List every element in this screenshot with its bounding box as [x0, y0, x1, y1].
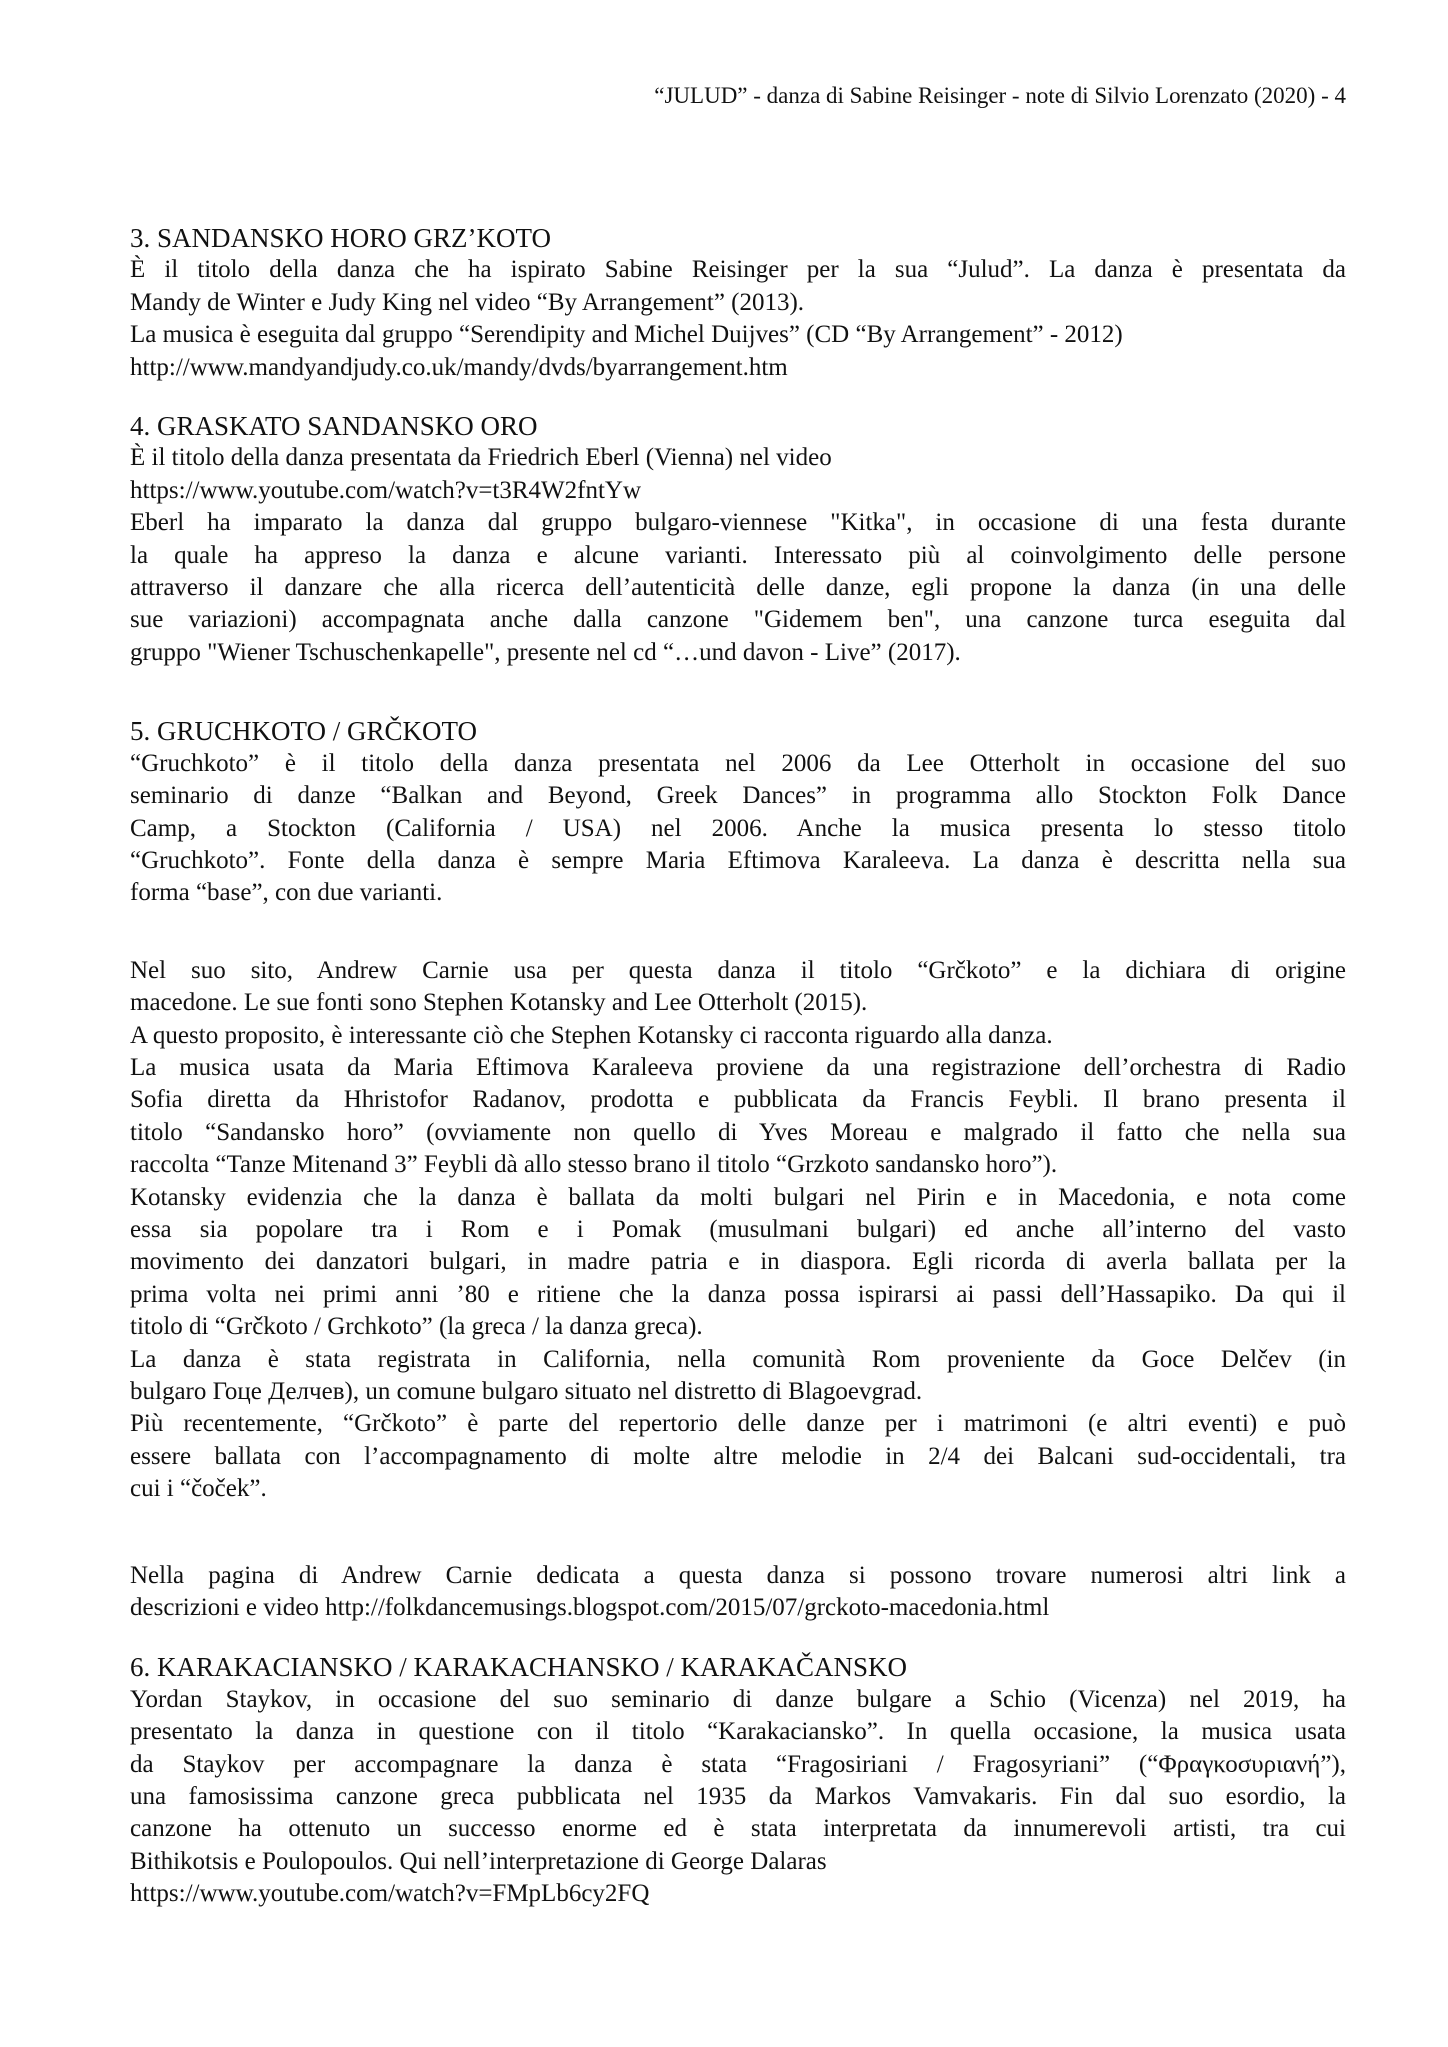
- text-line: attraverso il danzare che alla ricerca dell’autenticità delle danze, egli propone la danza (in una delle: [130, 574, 1346, 602]
- page-content: [130, 222, 1346, 1911]
- text-line: titolo di “Grčkoto / Grchkoto” (la greca / la danza greca).: [130, 1313, 703, 1341]
- text-line: cui i “čoček”.: [130, 1475, 267, 1503]
- text-line: forma “base”, con due varianti.: [130, 879, 443, 907]
- text-line: Eberl ha imparato la danza dal gruppo bulgaro-viennese "Kitka", in occasione di una festa durante: [130, 509, 1346, 537]
- text-line: Yordan Staykov, in occasione del suo seminario di danze bulgare a Schio (Vicenza) nel 2019, ha: [130, 1685, 1346, 1713]
- paragraph-gap: [130, 384, 1346, 410]
- section-heading: 4. GRASKATO SANDANSKO ORO: [130, 411, 538, 442]
- section-heading: 6. KARAKACIANSKO / KARAKACHANSKO / KARAKAČANSKO: [130, 1652, 908, 1683]
- url-line: https://www.youtube.com/watch?v=FMpLb6cy2FQ: [130, 1880, 650, 1908]
- text-line: La danza è stata registrata in California, nella comunità Rom proveniente da Goce Delčev (in: [130, 1345, 1346, 1373]
- paragraph-gap: [130, 1506, 1346, 1560]
- text-line: Camp, a Stockton (California / USA) nel 2006. Anche la musica presenta lo stesso titolo: [130, 814, 1346, 842]
- text-line: Più recentemente, “Grčkoto” è parte del repertorio delle danze per i matrimoni (e altri eventi) e può: [130, 1410, 1346, 1438]
- text-line: canzone ha ottenuto un successo enorme ed è stata interpretata da innumerevoli artisti, tra cui: [130, 1815, 1346, 1843]
- text-line: Sofia diretta da Hhristofor Radanov, prodotta e pubblicata da Francis Feybli. Il brano presenta il: [130, 1086, 1346, 1114]
- section-heading: 5. GRUCHKOTO / GRČKOTO: [130, 716, 478, 747]
- text-line: descrizioni e video http://folkdancemusings.blogspot.com/2015/07/grckoto-macedonia.html: [130, 1594, 1050, 1622]
- section-heading: 3. SANDANSKO HORO GRZ’KOTO: [130, 223, 552, 253]
- text-line: da Staykov per accompagnare la danza è stata “Fragosiriani / Fragosyriani” (“Φραγκοσυριανή”),: [130, 1750, 1346, 1778]
- text-line: presentato la danza in questione con il titolo “Karakaciansko”. In quella occasione, la musica usata: [130, 1718, 1346, 1746]
- text-line: la quale ha appreso la danza e alcune varianti. Interessato più al coinvolgimento delle persone: [130, 541, 1346, 569]
- text-line: Mandy de Winter e Judy King nel video “By Arrangement” (2013).: [130, 288, 805, 316]
- text-line: sue variazioni) accompagnata anche dalla canzone "Gidemem ben", una canzone turca eseguita dal: [130, 606, 1346, 634]
- text-line: “Gruchkoto” è il titolo della danza presentata nel 2006 da Lee Otterholt in occasione del suo: [130, 749, 1346, 777]
- text-line: essere ballata con l’accompagnamento di molte altre melodie in 2/4 dei Balcani sud-occidentali, tra: [130, 1442, 1346, 1470]
- text-line: prima volta nei primi anni ’80 e ritiene che la danza possa ispirarsi ai passi dell’Hassapiko. Da qui il: [130, 1280, 1346, 1308]
- text-line: A questo proposito, è interessante ciò che Stephen Kotansky ci racconta riguardo alla danza.: [130, 1021, 1053, 1049]
- url-line: http://www.mandyandjudy.co.uk/mandy/dvds/byarrangement.htm: [130, 353, 788, 381]
- text-line: La musica è eseguita dal gruppo “Serendipity and Michel Duijves” (CD “By Arrangement” - 2012): [130, 321, 1123, 349]
- text-line: “Gruchkoto”. Fonte della danza è sempre Maria Eftimova Karaleeva. La danza è descritta nella sua: [130, 846, 1346, 874]
- text-line: una famosissima canzone greca pubblicata nel 1935 da Markos Vamvakaris. Fin dal suo esordio, la: [130, 1783, 1346, 1811]
- text-line: essa sia popolare tra i Rom e i Pomak (musulmani bulgari) ed anche all’interno del vasto: [130, 1215, 1346, 1243]
- text-line: È il titolo della danza presentata da Friedrich Eberl (Vienna) nel video: [130, 444, 832, 472]
- text-line: La musica usata da Maria Eftimova Karaleeva proviene da una registrazione dell’orchestra di Radio: [130, 1053, 1346, 1081]
- text-line: movimento dei danzatori bulgari, in madre patria e in diaspora. Egli ricorda di averla ballata per la: [130, 1248, 1346, 1276]
- text-line: gruppo "Wiener Tschuschenkapelle", presente nel cd “…und davon - Live” (2017).: [130, 638, 961, 666]
- text-line: raccolta “Tanze Mitenand 3” Feybli dà allo stesso brano il titolo “Grzkoto sandansko horo”).: [130, 1151, 1058, 1179]
- text-line: Kotansky evidenzia che la danza è ballata da molti bulgari nel Pirin e in Macedonia, e nota come: [130, 1183, 1346, 1211]
- paragraph-gap: [130, 910, 1346, 955]
- page-header: “JULUD” - danza di Sabine Reisinger - note di Silvio Lorenzato (2020) - 4: [654, 83, 1346, 108]
- text-line: titolo “Sandansko horo” (ovviamente non quello di Yves Moreau e malgrado il fatto che nella sua: [130, 1118, 1346, 1146]
- text-line: seminario di danze “Balkan and Beyond, Greek Dances” in programma allo Stockton Folk Dance: [130, 782, 1346, 810]
- url-line: https://www.youtube.com/watch?v=t3R4W2fntYw: [130, 476, 642, 504]
- text-line: bulgaro Гоце Делчев), un comune bulgaro situato nel distretto di Blagoevgrad.: [130, 1378, 923, 1405]
- text-line: È il titolo della danza che ha ispirato Sabine Reisinger per la sua “Julud”. La danza è presentata da: [130, 256, 1346, 284]
- paragraph-gap: [130, 1624, 1346, 1651]
- text-line: macedone. Le sue fonti sono Stephen Kotansky and Lee Otterholt (2015).: [130, 989, 868, 1017]
- text-line: Nella pagina di Andrew Carnie dedicata a questa danza si possono trovare numerosi altri link a: [130, 1561, 1346, 1589]
- text-line: Bithikotsis e Poulopoulos. Qui nell’interpretazione di George Dalaras: [130, 1847, 827, 1875]
- paragraph-gap: [130, 669, 1346, 715]
- text-line: Nel suo sito, Andrew Carnie usa per questa danza il titolo “Grčkoto” e la dichiara di origine: [130, 956, 1346, 984]
